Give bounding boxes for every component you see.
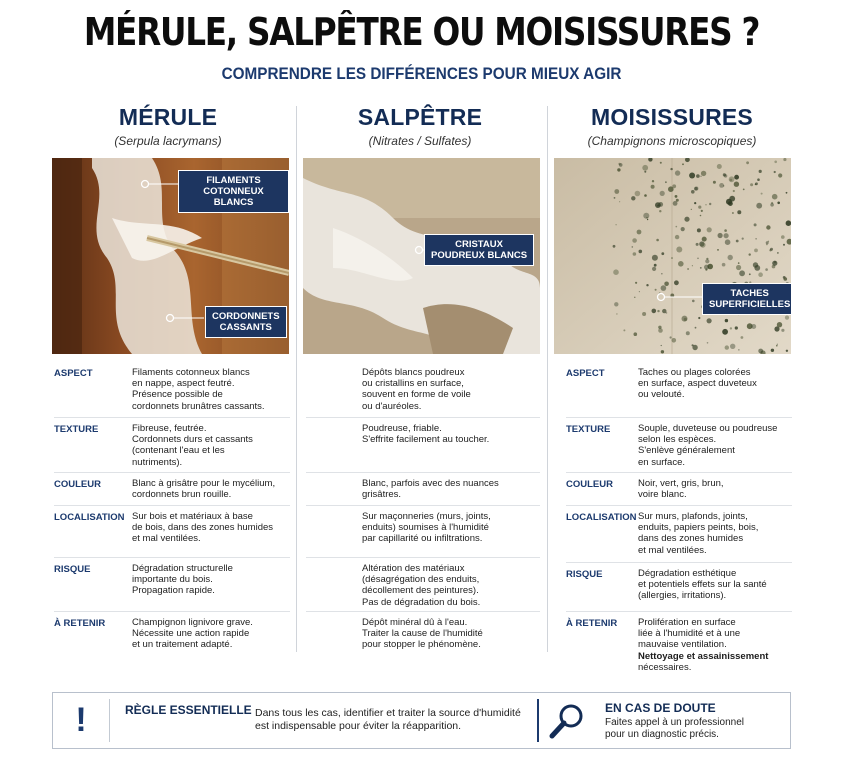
callout-taches: TACHES SUPERFICIELLES [702,283,791,315]
column-salpetre [298,104,542,148]
column-title: MÉRULE [118,104,218,130]
column-title: MOISISSURES [591,104,753,130]
row-label: À RETENIR [566,618,618,629]
row-label: RISQUE [54,564,91,575]
row-text: Blanc à grisâtre pour le mycélium, cordonnets brun rouille. [132,478,276,501]
page-subtitle: COMPRENDRE LES DIFFÉRENCES POUR MIEUX AGIR [221,64,622,83]
detail-row [306,558,540,612]
merule-details [54,362,290,656]
callout-filaments: FILAMENTS COTONNEUX BLANCS [178,170,289,213]
row-text: Sur maçonneries (murs, joints, enduits) soumises à l'humidité par capillarité ou infiltrations. [362,511,491,545]
detail-row [306,506,540,558]
rule-text: Dans tous les cas, identifier et traiter la source d'humidité est indispensable pour éviter la réapparition. [255,707,521,732]
detail-row [566,418,792,473]
row-text: Dégradation esthétique et potentiels effets sur la santé (allergies, irritations). [638,568,767,602]
row-text: Dépôt minéral dû à l'eau. Traiter la cause de l'humidité pour stopper le phénomène. [362,617,483,651]
doubt-text: Faites appel à un professionnel pour un diagnostic précis. [605,717,744,740]
row-label: TEXTURE [54,424,99,435]
salpetre-photo [303,158,540,354]
page-title: MÉRULE, SALPÊTRE OU MOISISSURES ? [83,10,760,54]
column-scientific-name: (Serpula lacrymans) [114,134,222,148]
moisissures-photo [554,158,791,354]
footer-divider [109,699,110,742]
footer-divider [537,699,539,742]
detail-row [54,473,290,506]
row-label: COULEUR [566,479,613,490]
merule-photo [52,158,289,354]
row-text: Fibreuse, feutrée. Cordonnets durs et cassants (contenant l'eau et les nutriments). [132,423,253,468]
detail-row [306,362,540,418]
footer-banner [52,692,791,749]
row-text: Filaments cotonneux blancs en nappe, aspect feutré. Présence possible de cordonnets brunâtres cassants. [132,367,265,412]
column-title: SALPÊTRE [357,104,483,130]
row-text: Prolifération en surface liée à l'humidité et à une mauvaise ventilation. Nettoyage et assainissement nécessaires. [638,617,769,673]
row-label: TEXTURE [566,424,611,435]
detail-row [566,563,792,612]
column-scientific-name: (Nitrates / Sulfates) [368,134,472,148]
column-merule [46,104,290,148]
row-label: ASPECT [54,368,93,379]
row-label: COULEUR [54,479,101,490]
detail-row [306,612,540,656]
column-divider [296,106,297,652]
detail-row [306,418,540,473]
row-text: Dégradation structurelle importante du bois. Propagation rapide. [132,563,233,597]
callout-cristaux: CRISTAUX POUDREUX BLANCS [424,234,534,266]
row-text: Noir, vert, gris, brun, voire blanc. [638,478,724,501]
row-text: Dépôts blancs poudreux ou cristallins en surface, souvent en forme de voile ou d'auréoles. [362,367,471,412]
row-label: À RETENIR [54,618,106,629]
row-text: Souple, duveteuse ou poudreuse selon les espèces. S'enlève généralement en surface. [638,423,778,468]
exclamation-icon: ! [75,700,87,739]
detail-row [566,506,792,563]
detail-row [566,362,792,418]
rule-title: RÈGLE ESSENTIELLE [125,703,252,717]
row-text: Champignon lignivore grave. Nécessite une action rapide et un traitement adapté. [132,617,253,651]
row-text: Sur bois et matériaux à base de bois, dans des zones humides et mal ventilées. [132,511,274,545]
row-text: Altération des matériaux (désagrégation des enduits, décollement des peintures). Pas de dégradation du bois. [362,563,481,608]
detail-row [566,612,792,672]
column-moisissures [550,104,794,148]
detail-row [54,558,290,612]
moisissures-details [566,362,792,672]
detail-row [54,362,290,418]
column-scientific-name: (Champignons microscopiques) [587,134,757,148]
row-text: Sur murs, plafonds, joints, enduits, papiers peints, bois, dans des zones humides et mal ventilées. [638,511,759,556]
row-label: LOCALISATION [54,512,125,523]
detail-row [306,473,540,506]
row-label: LOCALISATION [566,512,637,523]
row-text: Taches ou plages colorées en surface, aspect duveteux ou velouté. [638,367,757,401]
salpetre-details [306,362,540,656]
doubt-title: EN CAS DE DOUTE [605,701,716,715]
row-label: ASPECT [566,368,605,379]
detail-row [54,506,290,558]
callout-cordonnets: CORDONNETS CASSANTS [205,306,287,338]
column-divider [547,106,548,652]
detail-row [54,612,290,656]
row-label: RISQUE [566,569,603,580]
detail-row [566,473,792,506]
row-text: Poudreuse, friable. S'effrite facilement au toucher. [362,423,490,446]
detail-row [54,418,290,473]
row-text: Blanc, parfois avec des nuances grisâtres. [362,478,499,501]
magnifier-icon [547,701,587,741]
